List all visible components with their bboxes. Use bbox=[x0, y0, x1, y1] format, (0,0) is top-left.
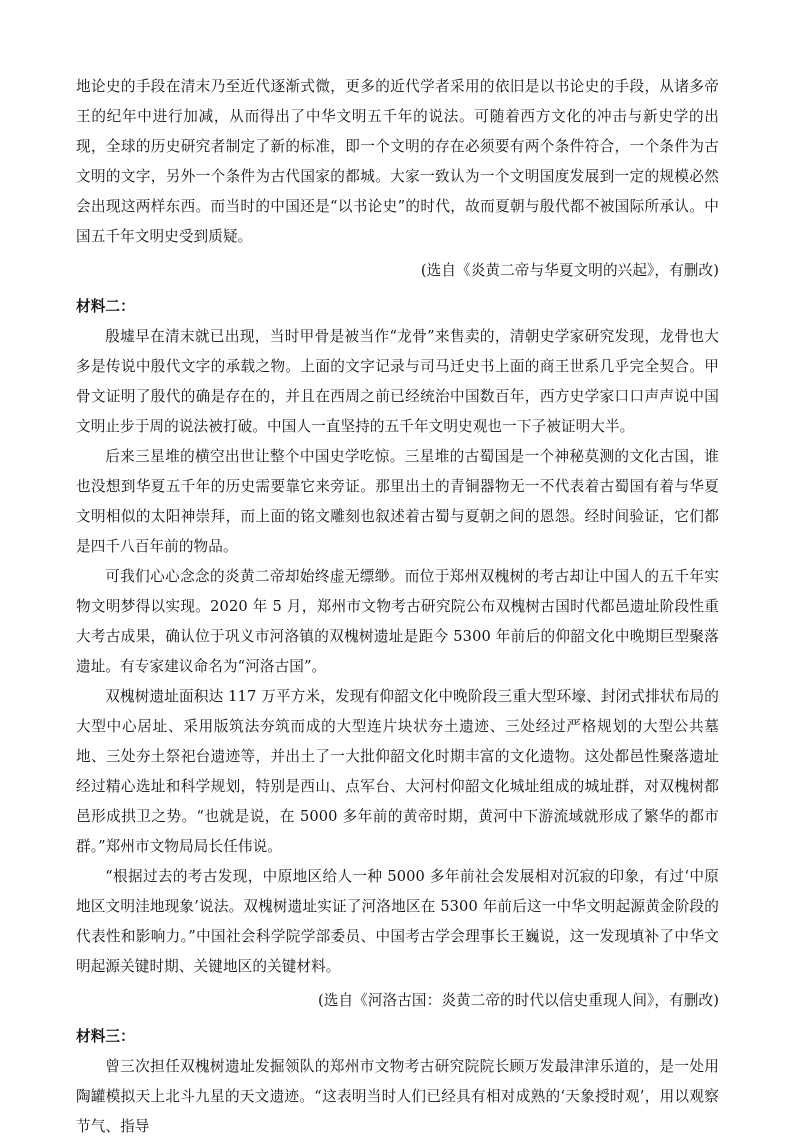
material-two-paragraph-2: 后来三星堆的横空出世让整个中国史学吃惊。三星堆的古蜀国是一个神秘莫测的文化古国，谁也没想到华夏五千年的历史需要靠它来旁证。那里出土的青铜器物无一不代表着古蜀国有着与华夏文明相似的太阳神崇拜，而上面的铭文雕刻也叙述着古蜀与夏朝之间的恩怨。经时间验证，它们都是四千八百年前的物品。 bbox=[76, 448, 719, 555]
material-three-heading: 材料三： bbox=[76, 1028, 135, 1045]
material-two-paragraph-4: 双槐树遗址面积达 117 万平方米，发现有仰韶文化中晚阶段三重大型环壕、封闭式排状布局的大型中心居址、采用版筑法夯筑而成的大型连片块状夯土遗迹、三处经过严格规划的大型公共墓地、三处夯土祭祀台遗迹等，并出土了一大批仰韶文化时期丰富的文化遗物。这处都邑性聚落遗址经过精心选址和科学规划，特别是西山、点军台、大河村仰韶文化城址组成的城址群，对双槐树都邑形成拱卫之势。“也就是说，在 5000 多年前的黄帝时期，黄河中下游流域就形成了繁华的都市群。”郑州市文物局局长任伟说。 bbox=[76, 688, 719, 855]
intro-paragraph: 地论史的手段在清末乃至近代逐渐式微，更多的近代学者采用的依旧是以书论史的手段，从诸多帝王的纪年中进行加减，从而得出了中华文明五千年的说法。可随着西方文化的冲击与新史学的出现，全球的历史研究者制定了新的标准，即一个文明的存在必须要有两个条件符合，一个条件为古文明的文字，另外一个条件为古代国家的都城。大家一致认为一个文明国度发展到一定的规模必然会出现这两样东西。而当时的中国还是“以书论史”的时代，故而夏朝与殷代都不被国际所承认。中国五千年文明史受到质疑。 bbox=[76, 78, 719, 245]
material-three-paragraph-1: 曾三次担任双槐树遗址发掘领队的郑州市文物考古研究院院长顾万发最津津乐道的，是一处用陶罐模拟天上北斗九星的天文遗迹。“这表明当时人们已经具有相对成熟的‘天象授时观’，用以观察节气、指导 bbox=[76, 1058, 719, 1135]
material-two-paragraph-5: “根据过去的考古发现，中原地区给人一种 5000 多年前社会发展相对沉寂的印象，有过‘中原地区文明洼地现象’说法。双槐树遗址实证了河洛地区在 5300 年前后这一中华文明起源黄金阶段的代表性和影响力。”中国社会科学院学部委员、中国考古学会理事长王巍说，这一发现填补了中华文明起源关键时期、关键地区的关键材料。 bbox=[76, 868, 719, 975]
material-two-paragraph-1: 殷墟早在清末就已出现，当时甲骨是被当作“龙骨”来售卖的，清朝史学家研究发现，龙骨也大多是传说中殷代文字的承载之物。上面的文字记录与司马迁史书上面的商王世系几乎完全契合。甲骨文证明了殷代的确是存在的，并且在西周之前已经统治中国数百年，西方史学家口口声声说中国文明止步于周的说法被打破。中国人一直坚持的五千年文明史观也一下子被证明大半。 bbox=[76, 328, 719, 435]
material-two-paragraph-3: 可我们心心念念的炎黄二帝却始终虚无缥缈。而位于郑州双槐树的考古却让中国人的五千年实物文明梦得以实现。2020 年 5 月，郑州市文物考古研究院公布双槐树古国时代都邑遗址阶段性重大考古成果，确认位于巩义市河洛镇的双槐树遗址是距今 5300 年前后的仰韶文化中晚期巨型聚落遗址。有专家建议命名为“河洛古国”。 bbox=[76, 568, 719, 675]
material-two-heading: 材料二： bbox=[76, 298, 135, 315]
document-body bbox=[76, 72, 719, 1142]
source-citation-1: (选自《炎黄二帝与华夏文明的兴起》，有删改) bbox=[420, 262, 719, 279]
source-citation-2: (选自《河洛古国：炎黄二帝的时代以信史重现人间》，有删改) bbox=[317, 992, 719, 1009]
